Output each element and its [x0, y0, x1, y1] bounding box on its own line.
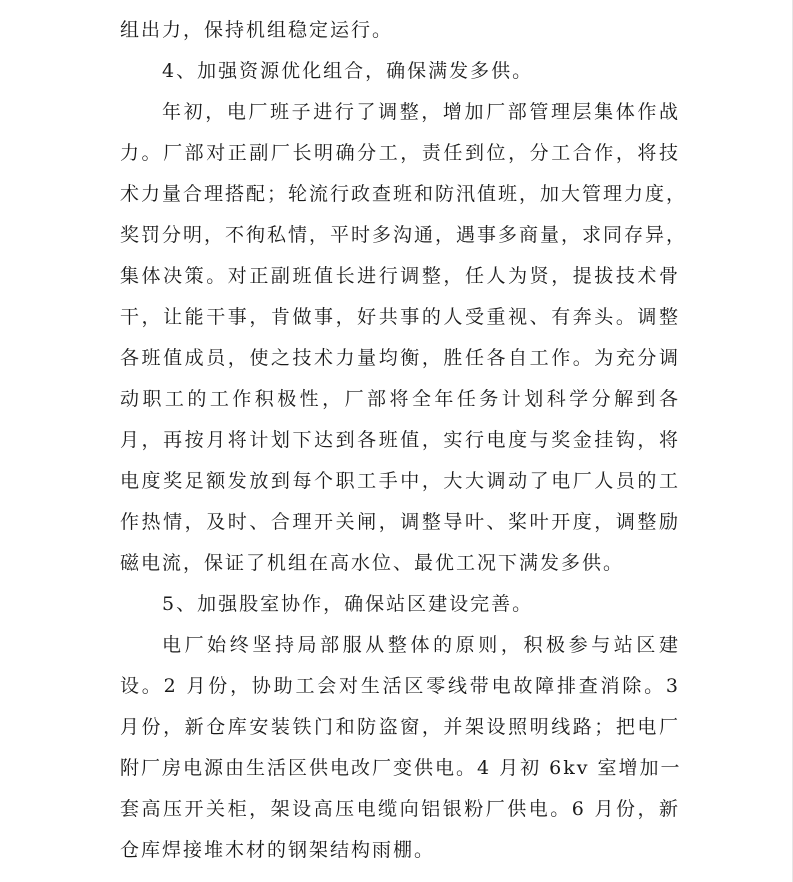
text-line: 月份，新仓库安装铁门和防盗窗，并架设照明线路；把电厂	[120, 716, 680, 738]
text-line: 术力量合理搭配；轮流行政查班和防汛值班，加大管理力度，	[120, 183, 688, 205]
text-line: 组出力，保持机组稳定运行。	[120, 19, 394, 41]
section-heading: 5、加强股室协作，确保站区建设完善。	[162, 593, 534, 615]
text-line: 作热情，及时、合理开关闸，调整导叶、桨叶开度，调整励	[120, 511, 680, 533]
text-line: 动职工的工作积极性，厂部将全年任务计划科学分解到各	[120, 388, 680, 410]
text-line: 干，让能干事，肯做事，好共事的人受重视、有奔头。调整	[120, 306, 680, 328]
text-line: 电度奖足额发放到每个职工手中，大大调动了电厂人员的工	[120, 470, 680, 492]
text-line: 附厂房电源由生活区供电改厂变供电。4 月初 6kv 室增加一	[120, 757, 682, 779]
text-line: 套高压开关柜，架设高压电缆向铝银粉厂供电。6 月份，新	[120, 798, 680, 820]
text-line: 奖罚分明，不徇私情，平时多沟通，遇事多商量，求同存异，	[120, 224, 688, 246]
paragraph-last-line: 仓库焊接堆木材的钢架结构雨棚。	[120, 839, 436, 861]
text-line: 力。厂部对正副厂长明确分工，责任到位，分工合作，将技	[120, 142, 680, 164]
text-line: 月，再按月将计划下达到各班值，实行电度与奖金挂钩，将	[120, 429, 680, 451]
text-line: 设。2 月份，协助工会对生活区零线带电故障排查消除。3	[120, 675, 680, 697]
paragraph-first-line: 年初，电厂班子进行了调整，增加厂部管理层集体作战	[162, 101, 680, 123]
document-body	[120, 10, 688, 871]
paragraph-first-line: 电厂始终坚持局部服从整体的原则，积极参与站区建	[162, 634, 680, 656]
section-heading: 4、加强资源优化组合，确保满发多供。	[162, 60, 534, 82]
text-line: 集体决策。对正副班值长进行调整，任人为贤，提拔技术骨	[120, 265, 680, 287]
paragraph-last-line: 磁电流，保证了机组在高水位、最优工况下满发多供。	[120, 552, 625, 574]
text-line: 各班值成员，使之技术力量均衡，胜任各自工作。为充分调	[120, 347, 680, 369]
